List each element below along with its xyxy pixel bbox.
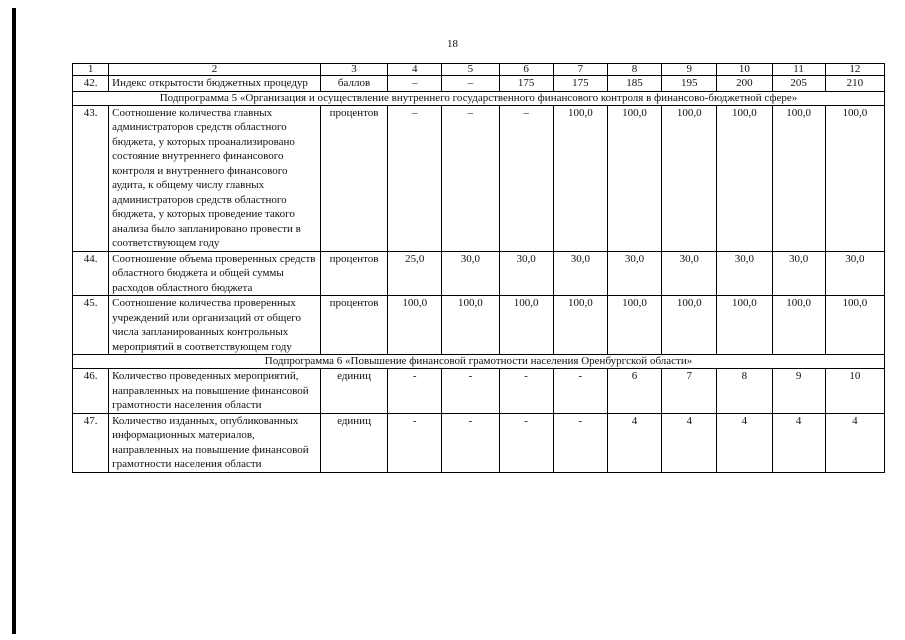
indicator-value: 30,0	[607, 251, 661, 296]
row-number: 46.	[73, 369, 109, 414]
unit-of-measure: единиц	[320, 413, 387, 472]
indicator-value: –	[442, 76, 499, 92]
indicator-value: 30,0	[442, 251, 499, 296]
indicator-value: –	[442, 105, 499, 251]
page-binding-edge	[12, 8, 16, 634]
indicator-value: -	[388, 369, 442, 414]
unit-of-measure: процентов	[320, 296, 387, 355]
indicator-value: 9	[772, 369, 825, 414]
row-number: 43.	[73, 105, 109, 251]
indicator-value: 4	[772, 413, 825, 472]
indicator-value: 6	[607, 369, 661, 414]
indicator-value: 175	[553, 76, 607, 92]
indicator-value: 30,0	[717, 251, 772, 296]
subprogram-section-row	[73, 91, 885, 105]
column-number-header: 2	[109, 64, 321, 76]
table-row	[73, 296, 885, 355]
indicator-value: 100,0	[717, 296, 772, 355]
table-row	[73, 251, 885, 296]
indicator-value: 100,0	[772, 105, 825, 251]
column-number-header: 12	[825, 64, 884, 76]
indicator-value: 4	[662, 413, 717, 472]
indicator-value: 195	[662, 76, 717, 92]
indicator-value: -	[388, 413, 442, 472]
indicator-value: 100,0	[442, 296, 499, 355]
table-row	[73, 413, 885, 472]
indicator-name: Количество изданных, опубликованных информационных материалов, направленных на повышение финансовой грамотности населения области	[109, 413, 321, 472]
indicator-value: 100,0	[607, 105, 661, 251]
indicator-name: Индекс открытости бюджетных процедур	[109, 76, 321, 92]
indicator-value: -	[553, 413, 607, 472]
indicator-value: 200	[717, 76, 772, 92]
page-number: 18	[447, 38, 458, 50]
column-number-header: 4	[388, 64, 442, 76]
column-number-header: 1	[73, 64, 109, 76]
indicator-value: –	[499, 105, 553, 251]
indicator-value: 100,0	[662, 296, 717, 355]
indicator-value: 30,0	[499, 251, 553, 296]
indicator-value: -	[442, 413, 499, 472]
indicator-value: 210	[825, 76, 884, 92]
column-number-header: 11	[772, 64, 825, 76]
indicator-name: Количество проведенных мероприятий, направленных на повышение финансовой грамотности населения области	[109, 369, 321, 414]
indicator-value: 4	[717, 413, 772, 472]
indicators-table	[72, 63, 885, 473]
indicator-value: –	[388, 105, 442, 251]
indicator-value: 30,0	[553, 251, 607, 296]
indicator-value: 7	[662, 369, 717, 414]
indicator-value: 100,0	[825, 296, 884, 355]
row-number: 44.	[73, 251, 109, 296]
subprogram-title: Подпрограмма 6 «Повышение финансовой грамотности населения Оренбургской области»	[73, 355, 885, 369]
indicator-value: 100,0	[607, 296, 661, 355]
indicator-value: 100,0	[388, 296, 442, 355]
indicator-value: 30,0	[825, 251, 884, 296]
unit-of-measure: процентов	[320, 251, 387, 296]
indicator-value: 185	[607, 76, 661, 92]
indicator-value: 175	[499, 76, 553, 92]
indicator-value: -	[553, 369, 607, 414]
indicator-value: 30,0	[662, 251, 717, 296]
indicator-value: -	[499, 369, 553, 414]
indicator-value: 8	[717, 369, 772, 414]
indicator-name: Соотношение объема проверенных средств областного бюджета и общей суммы расходов областного бюджета	[109, 251, 321, 296]
indicator-value: 10	[825, 369, 884, 414]
column-number-header: 3	[320, 64, 387, 76]
indicator-value: 100,0	[553, 105, 607, 251]
indicator-value: 4	[825, 413, 884, 472]
indicator-value: –	[388, 76, 442, 92]
indicator-value: 100,0	[825, 105, 884, 251]
table-row	[73, 369, 885, 414]
column-number-header: 9	[662, 64, 717, 76]
table-row	[73, 105, 885, 251]
indicator-value: 4	[607, 413, 661, 472]
indicator-value: -	[442, 369, 499, 414]
indicator-value: 100,0	[772, 296, 825, 355]
indicator-name: Соотношение количества проверенных учреждений или организаций от общего числа запланированных контрольных мероприятий в соответствующем году	[109, 296, 321, 355]
indicator-value: 100,0	[553, 296, 607, 355]
unit-of-measure: баллов	[320, 76, 387, 92]
row-number: 47.	[73, 413, 109, 472]
indicator-value: -	[499, 413, 553, 472]
subprogram-title: Подпрограмма 5 «Организация и осуществление внутреннего государственного финансового контроля в финансово-бюджетной сфере»	[73, 91, 885, 105]
column-number-header: 8	[607, 64, 661, 76]
indicator-value: 30,0	[772, 251, 825, 296]
column-number-header: 6	[499, 64, 553, 76]
indicator-value: 100,0	[717, 105, 772, 251]
indicator-name: Соотношение количества главных администраторов средств областного бюджета, у которых проанализировано состояние внутреннего финансового контроля и внутреннего финансового аудита, к общему числу главных администраторов средств областного бюджета, у которых проведение такого анализа было запланировано провести в соответствующем году	[109, 105, 321, 251]
row-number: 45.	[73, 296, 109, 355]
row-number: 42.	[73, 76, 109, 92]
table-header-row	[73, 64, 885, 76]
column-number-header: 5	[442, 64, 499, 76]
indicator-value: 100,0	[499, 296, 553, 355]
indicator-value: 205	[772, 76, 825, 92]
column-number-header: 7	[553, 64, 607, 76]
indicator-value: 100,0	[662, 105, 717, 251]
unit-of-measure: единиц	[320, 369, 387, 414]
table-row	[73, 76, 885, 92]
column-number-header: 10	[717, 64, 772, 76]
unit-of-measure: процентов	[320, 105, 387, 251]
subprogram-section-row	[73, 355, 885, 369]
indicator-value: 25,0	[388, 251, 442, 296]
